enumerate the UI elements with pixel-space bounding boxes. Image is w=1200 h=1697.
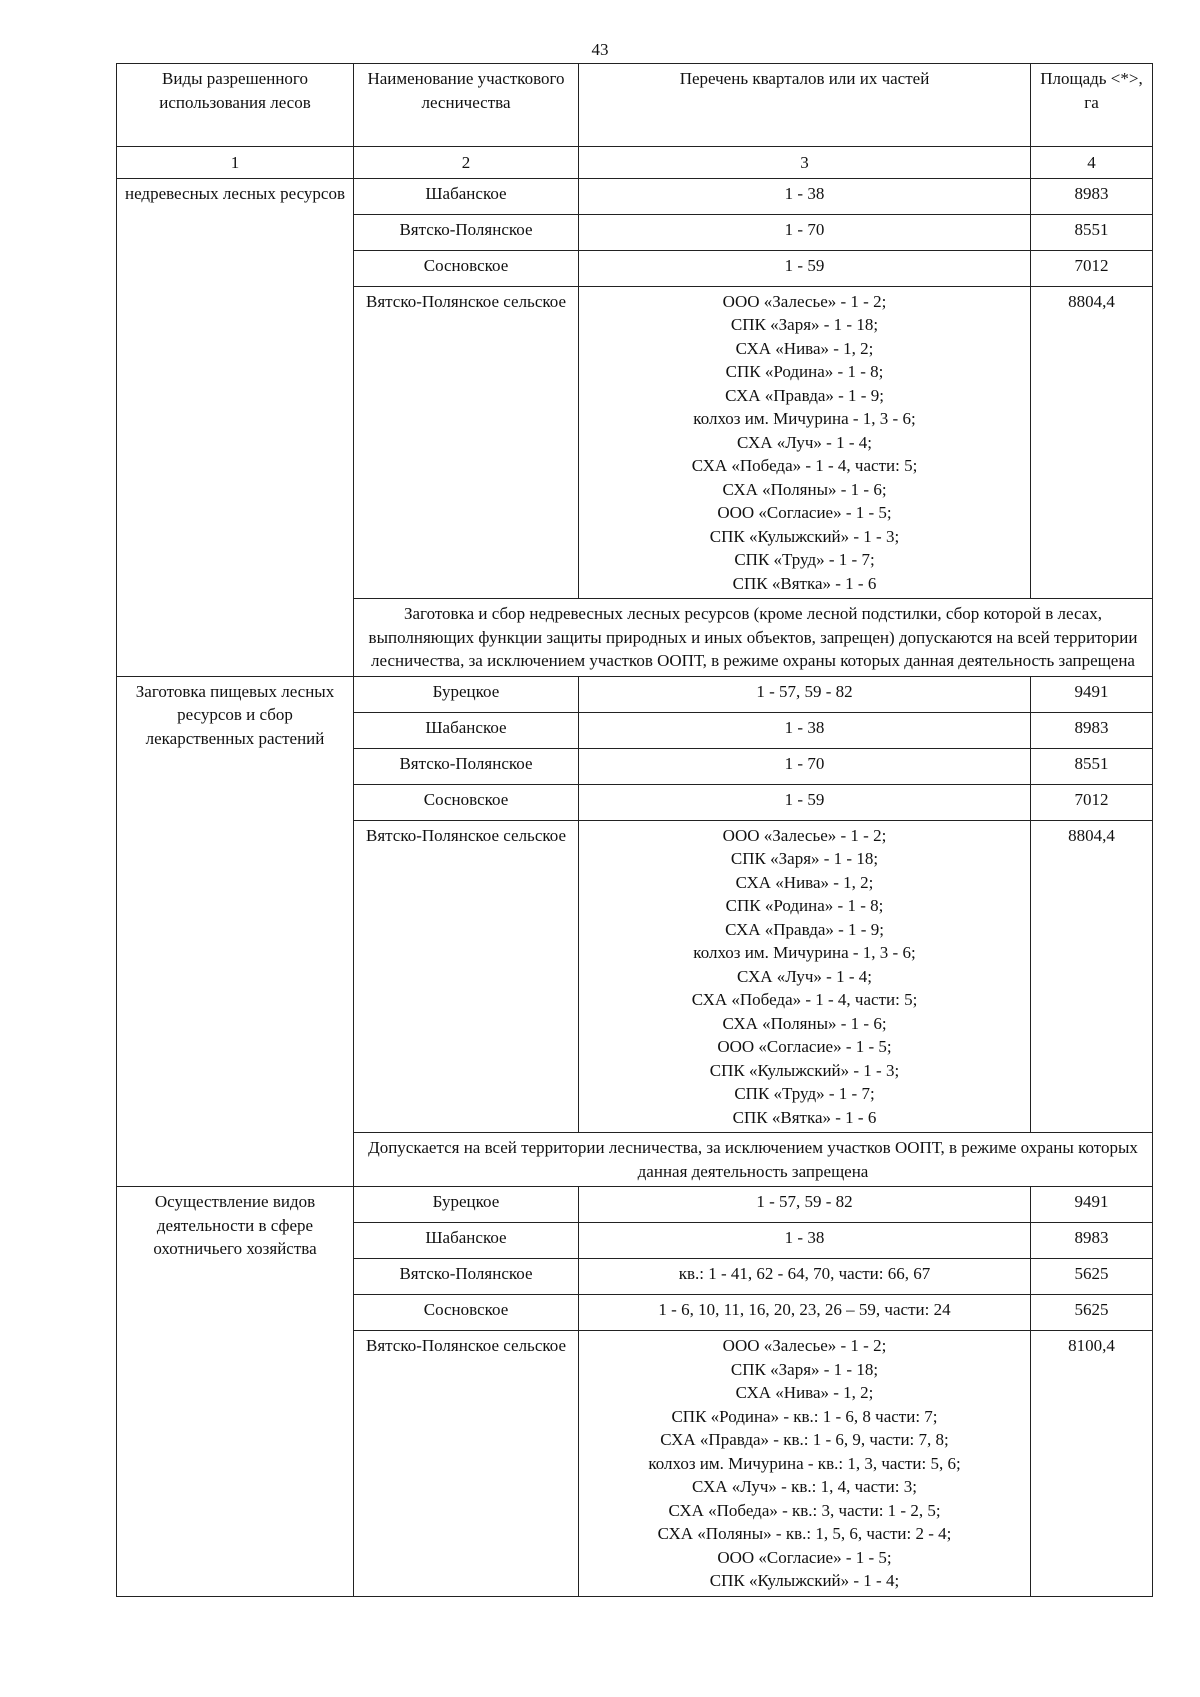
page-number: 43 [591, 40, 609, 59]
forest-use-table [116, 63, 1153, 1597]
quarters-cell [579, 214, 1031, 250]
quarters-line: СХА «Луч» - 1 - 4; [737, 966, 872, 986]
area-cell: 8983 [1031, 712, 1153, 748]
quarters-line: 1 - 38 [784, 1228, 825, 1247]
quarters-line: 1 - 59 [784, 255, 825, 275]
forestry-cell: Вятско-Полянское [354, 1259, 579, 1295]
forestry-cell: Шабанское [354, 712, 579, 748]
header-quarters: Перечень кварталов или их частей [579, 64, 1031, 147]
quarters-line: СПК «Родина» - 1 - 8; [725, 896, 884, 915]
quarters-line: СПК «Вятка» - 1 - 6 [732, 573, 877, 593]
quarters-line: ООО «Согласие» - 1 - 5; [717, 1547, 892, 1567]
forestry-cell: Сосновское [354, 784, 579, 820]
table-row [117, 178, 1153, 214]
forestry-cell: Вятско-Полянское сельское [354, 1331, 579, 1597]
quarters-line: 1 - 57, 59 - 82 [756, 1192, 853, 1211]
quarters-line: 1 - 6, 10, 11, 16, 20, 23, 26 – 59, части: 24 [658, 1300, 951, 1319]
area-cell: 5625 [1031, 1295, 1153, 1331]
note-cell: Заготовка и сбор недревесных лесных ресурсов (кроме лесной подстилки, сбор которой в лесах, выполняющих функции защиты природных и иных объектов, запрещен) допускаются на всей территории лесничества, за исключением участков ООПТ, в режиме охраны которых данная деятельность запрещена [354, 599, 1153, 677]
quarters-cell [579, 1223, 1031, 1259]
quarters-line: 1 - 59 [784, 789, 825, 809]
quarters-line: СХА «Поляны» - кв.: 1, 5, 6, части: 2 - 4; [657, 1524, 952, 1543]
quarters-cell [579, 286, 1031, 599]
quarters-line: СПК «Родина» - 1 - 8; [725, 362, 884, 381]
quarters-line: СПК «Заря» - 1 - 18; [730, 315, 879, 334]
quarters-line: СХА «Победа» - 1 - 4, части: 5; [691, 990, 918, 1009]
column-number: 3 [579, 147, 1031, 179]
quarters-line: СХА «Правда» - 1 - 9; [725, 919, 884, 939]
quarters-cell [579, 1331, 1031, 1597]
column-number: 2 [354, 147, 579, 179]
quarters-cell [579, 820, 1031, 1133]
area-cell: 8983 [1031, 1223, 1153, 1259]
quarters-line: СПК «Труд» - 1 - 7; [734, 1084, 875, 1103]
quarters-cell [579, 712, 1031, 748]
quarters-line: СХА «Луч» - кв.: 1, 4, части: 3; [692, 1477, 917, 1496]
quarters-line: ООО «Согласие» - 1 - 5; [717, 503, 892, 522]
quarters-line: ООО «Залесье» - 1 - 2; [722, 1336, 887, 1355]
forestry-cell: Сосновское [354, 1295, 579, 1331]
quarters-cell [579, 1259, 1031, 1295]
forestry-cell: Вятско-Полянское сельское [354, 820, 579, 1133]
quarters-line: 1 - 57, 59 - 82 [756, 681, 853, 701]
forestry-cell: Вятско-Полянское [354, 214, 579, 250]
area-cell: 8804,4 [1031, 286, 1153, 599]
quarters-line: СХА «Нива» - 1, 2; [735, 872, 874, 892]
quarters-line: СПК «Заря» - 1 - 18; [730, 1359, 879, 1379]
quarters-line: ООО «Залесье» - 1 - 2; [722, 825, 887, 845]
area-cell: 8100,4 [1031, 1331, 1153, 1597]
quarters-cell [579, 784, 1031, 820]
quarters-line: СХА «Поляны» - 1 - 6; [722, 1013, 887, 1033]
area-cell: 7012 [1031, 250, 1153, 286]
column-number-row [117, 147, 1153, 179]
use-type-cell: Заготовка пищевых лесных ресурсов и сбор лекарственных растений [117, 676, 354, 1187]
forestry-cell: Бурецкое [354, 676, 579, 712]
use-type-cell: Осуществление видов деятельности в сфере охотничьего хозяйства [117, 1187, 354, 1597]
quarters-line: СПК «Труд» - 1 - 7; [734, 550, 875, 569]
quarters-line: 1 - 38 [784, 183, 825, 203]
area-cell: 8983 [1031, 178, 1153, 214]
forestry-cell: Бурецкое [354, 1187, 579, 1223]
header-use-type: Виды разрешенного использования лесов [117, 64, 354, 147]
table-body [117, 64, 1153, 1597]
quarters-line: СХА «Правда» - кв.: 1 - 6, 9, части: 7, 8; [660, 1430, 949, 1449]
quarters-line: ООО «Согласие» - 1 - 5; [717, 1037, 892, 1056]
quarters-line: колхоз им. Мичурина - 1, 3 - 6; [693, 943, 916, 962]
area-cell: 9491 [1031, 676, 1153, 712]
table-row [117, 676, 1153, 712]
column-number: 4 [1031, 147, 1153, 179]
quarters-line: СХА «Правда» - 1 - 9; [725, 385, 884, 405]
quarters-line: СХА «Победа» - 1 - 4, части: 5; [691, 456, 918, 475]
area-cell: 7012 [1031, 784, 1153, 820]
quarters-line: кв.: 1 - 41, 62 - 64, 70, части: 66, 67 [678, 1264, 931, 1283]
note-cell: Допускается на всей территории лесничества, за исключением участков ООПТ, в режиме охраны которых данная деятельность запрещена [354, 1133, 1153, 1187]
quarters-line: СПК «Кулыжский» - 1 - 3; [709, 526, 900, 546]
header-area: Площадь <*>, га [1031, 64, 1153, 147]
quarters-line: СПК «Кулыжский» - 1 - 3; [709, 1060, 900, 1080]
forestry-cell: Шабанское [354, 178, 579, 214]
header-row [117, 64, 1153, 147]
quarters-cell [579, 676, 1031, 712]
area-cell: 5625 [1031, 1259, 1153, 1295]
quarters-line: колхоз им. Мичурина - 1, 3 - 6; [693, 409, 916, 428]
area-cell: 8551 [1031, 214, 1153, 250]
quarters-cell [579, 1187, 1031, 1223]
column-number: 1 [117, 147, 354, 179]
forestry-cell: Сосновское [354, 250, 579, 286]
quarters-line: СПК «Кулыжский» - 1 - 4; [709, 1571, 900, 1590]
quarters-cell [579, 178, 1031, 214]
area-cell: 9491 [1031, 1187, 1153, 1223]
forestry-cell: Вятско-Полянское [354, 748, 579, 784]
quarters-line: 1 - 38 [784, 717, 825, 737]
quarters-line: СХА «Луч» - 1 - 4; [737, 432, 872, 452]
quarters-line: СПК «Вятка» - 1 - 6 [732, 1107, 877, 1127]
forestry-cell: Шабанское [354, 1223, 579, 1259]
quarters-line: СХА «Нива» - 1, 2; [735, 338, 874, 358]
quarters-line: 1 - 70 [784, 753, 825, 773]
use-type-cell: недревесных лесных ресурсов [117, 178, 354, 676]
quarters-line: СПК «Родина» - кв.: 1 - 6, 8 части: 7; [671, 1406, 938, 1426]
quarters-cell [579, 1295, 1031, 1331]
quarters-line: СПК «Заря» - 1 - 18; [730, 849, 879, 868]
quarters-cell [579, 250, 1031, 286]
forestry-cell: Вятско-Полянское сельское [354, 286, 579, 599]
header-forestry: Наименование участкового лесничества [354, 64, 579, 147]
quarters-line: 1 - 70 [784, 219, 825, 239]
quarters-line: колхоз им. Мичурина - кв.: 1, 3, части: 5, 6; [648, 1453, 961, 1473]
area-cell: 8804,4 [1031, 820, 1153, 1133]
table-row [117, 1187, 1153, 1223]
quarters-line: СХА «Нива» - 1, 2; [735, 1383, 874, 1402]
quarters-line: СХА «Поляны» - 1 - 6; [722, 479, 887, 499]
quarters-line: ООО «Залесье» - 1 - 2; [722, 291, 887, 311]
quarters-line: СХА «Победа» - кв.: 3, части: 1 - 2, 5; [668, 1500, 941, 1520]
quarters-cell [579, 748, 1031, 784]
area-cell: 8551 [1031, 748, 1153, 784]
